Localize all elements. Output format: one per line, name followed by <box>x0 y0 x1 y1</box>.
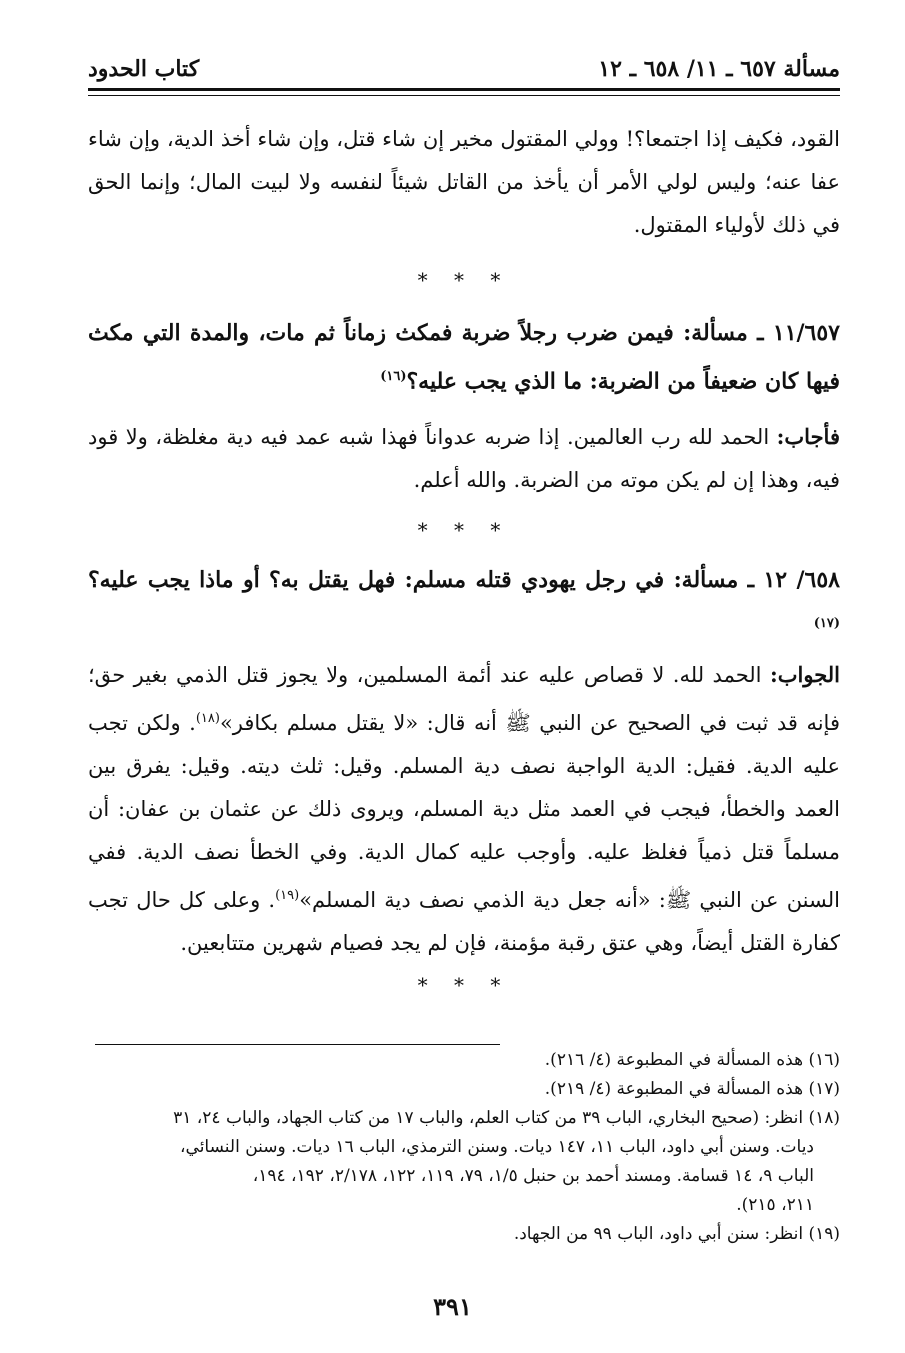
answer-text-1: الحمد لله. لا قصاص عليه عند أئمة المسلمين، ولا يجوز قتل الذمي بغير حق؛ فإنه قد ثبت في الصحيح عن النبي ﷺ أنه قال: «لا يقتل مسلم بكافر» <box>88 662 840 735</box>
footnote-18-line-1: (١٨) انظر: (صحيح البخاري، الباب ٣٩ من كتاب العلم، والباب ١٧ من كتاب الجهاد، والباب ٢٤، ٣١ <box>173 1108 840 1128</box>
paragraph-continuation: القود، فكيف إذا اجتمعا؟! وولي المقتول مخير إن شاء قتل، وإن شاء أخذ الدية، وإن شاء عفا عنه؛ وليس لولي الأمر أن يأخذ من القاتل شيئاً لنفسه ولا لبيت المال؛ وإنما الحق في ذلك لأولياء المقتول. <box>88 127 840 237</box>
footnote-18-line-3: الباب ٩، ١٤ قسامة. ومسند أحمد بن حنبل ١/٥، ٧٩، ١١٩، ١٢٢، ٢/١٧٨، ١٩٢، ١٩٤، <box>252 1166 814 1186</box>
question-text: فيمن ضرب رجلاً ضربة فمكث زماناً ثم مات، والمدة التي مكث فيها كان ضعيفاً من الضربة: ما الذي يجب عليه؟ <box>88 320 840 395</box>
question-658 <box>88 558 840 650</box>
main-text <box>88 118 840 1001</box>
answer-text: الحمد لله رب العالمين. إذا ضربه عدواناً فهذا شبه عمد فيه دية مغلظة، ولا قود فيه، وهذا إن لم يكن موته من الضربة. والله أعلم. <box>88 425 840 493</box>
question-657 <box>88 311 840 403</box>
footnote-rule <box>95 1044 500 1045</box>
answer-label: الجواب: <box>769 661 840 687</box>
answer-text-2: . ولكن تجب عليه الدية. فقيل: الدية الواجبة نصف دية المسلم. وقيل: ثلث ديته. وقيل: يفرق بين العمد والخطأ، فيجب في العمد مثل دية المسلم، ويروى ذلك عن عثمان بن عفان: أن مسلماً قتل ذمياً فغلظ عليه. وأوجب عليه كمال الدية. وفي الخطأ نصف الدية. ففي السنن عن النبي ﷺ: «أنه جعل دية الذمي نصف دية المسلم» <box>88 710 840 912</box>
header-rule-thick <box>88 88 840 91</box>
footnote-ref-16: (١٦) <box>380 369 407 384</box>
page-number: ٣٩١ <box>433 1292 472 1321</box>
answer-text-3: . وعلى كل حال تجب كفارة القتل أيضاً، وهي عتق رقبة مؤمنة، فإن لم يجد فصيام شهرين متتابعين. <box>88 887 840 955</box>
footnote-ref-18: (١٨) <box>195 710 220 726</box>
footnote-18-line-2: ديات. وسنن أبي داود، الباب ١١، ١٤٧ ديات. وسنن الترمذي، الباب ١٦ ديات. وسنن النسائي، <box>180 1137 814 1157</box>
running-head <box>88 54 840 84</box>
separator-stars: * * * <box>417 268 511 292</box>
answer-658 <box>88 653 840 965</box>
header-rule-thin <box>88 95 840 96</box>
separator-stars: * * * <box>417 518 511 543</box>
question-number: ١١/٦٥٧ ـ مسألة: <box>683 320 840 346</box>
answer-657 <box>88 415 840 502</box>
question-number: ٦٥٨/ ١٢ ـ مسألة: <box>673 567 840 594</box>
separator-stars: * * * <box>417 972 511 997</box>
section-title: مسألة ٦٥٧ ـ ١١/ ٦٥٨ ـ ١٢ <box>598 56 840 82</box>
footnote-ref-17: (١٧) <box>813 616 840 632</box>
question-text: في رجل يهودي قتله مسلم: فهل يقتل به؟ أو ماذا يجب عليه؟ <box>88 567 665 594</box>
footnote-18-line-4: ٢١١، ٢١٥). <box>736 1195 814 1215</box>
answer-label: فأجاب: <box>776 424 840 450</box>
footnote-ref-19: (١٩) <box>275 887 300 903</box>
footnote-17: (١٧) هذه المسألة في المطبوعة (٤/ ٢١٩). <box>544 1079 840 1099</box>
book-title: كتاب الحدود <box>88 56 200 82</box>
footnote-16: (١٦) هذه المسألة في المطبوعة (٤/ ٢١٦). <box>544 1050 840 1070</box>
footnote-19: (١٩) انظر: سنن أبي داود، الباب ٩٩ من الجهاد. <box>513 1224 840 1244</box>
footnotes <box>88 1046 840 1249</box>
